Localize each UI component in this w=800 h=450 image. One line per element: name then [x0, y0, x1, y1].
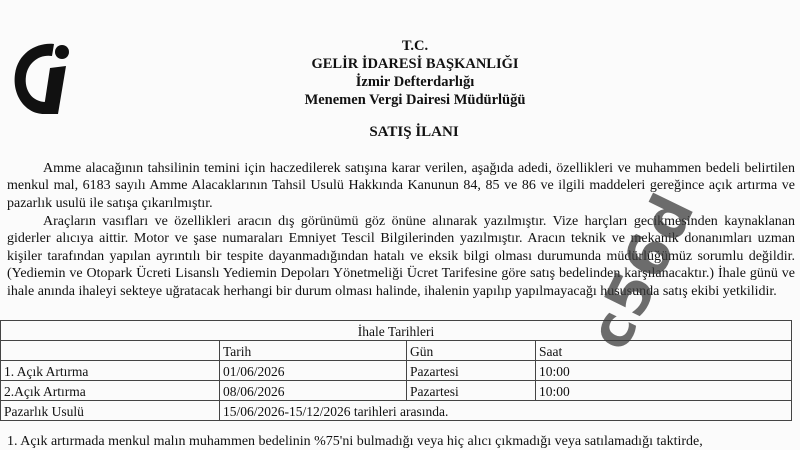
table-header-saat: Saat	[536, 341, 792, 361]
table-cell: 08/06/2026	[220, 381, 407, 401]
table-cell: Pazartesi	[407, 361, 536, 381]
table-cell: 10:00	[536, 361, 792, 381]
table-header-tarih: Tarih	[220, 341, 407, 361]
ihale-table	[0, 320, 792, 421]
header-tc: T.C.	[401, 38, 429, 54]
table-header-cell	[1, 341, 220, 361]
table-row	[1, 401, 792, 421]
table-caption: İhale Tarihleri	[1, 321, 792, 341]
table-header-gun: Gün	[407, 341, 536, 361]
table-cell: 2.Açık Artırma	[1, 381, 220, 401]
paragraph-conditions: Araçların vasıfları ve özellikleri aracın dış görünümü göz önüne alınarak yazılmıştır. Vize harçları gecikmesinden kaynaklanan giderler alıcıya aittir. Motor ve şase numaraları Emniyet Tescil Bilgilerinden yazılmıştır. Aracın teknik ve mekanik donanımları uzman kişiler tarafından yapılan ayrıntılı bir tespite dayanmadığından hatalı ve eksik bilgi olması durumunda müdürlüğümüz sorumlu değildir. (Yediemin ve Otopark Ücreti Lisanslı Yediemin Depoları Yönetmeliği Ücret Tarifesine göre satış bedelinden karşılanacaktır.) İhale günü ve ihale anında ihaleyi sekteye uğratacak herhangi bir durum olması halinde, ihalenin yapılıp yapılmayacağı hususunda satış ekibi yetkilidir.	[7, 214, 795, 299]
table-header-row	[1, 341, 792, 361]
table-cell: Pazarlık Usulü	[1, 401, 220, 421]
header-gib: GELİR İDARESİ BAŞKANLIĞI	[311, 56, 519, 72]
table-row	[1, 381, 792, 401]
page-title: SATIŞ İLANI	[369, 124, 459, 140]
table-cell: 15/06/2026-15/12/2026 tarihleri arasında.	[220, 401, 792, 421]
paragraph-intro: Amme alacağının tahsilinin temini için haczedilerek satışına karar verilen, aşağıda adedi, özellikleri ve muhammen bedeli belirtilen menkul mal, 6183 sayılı Amme Alacaklarının Tahsil Usulü Hakkında Kanunun 84, 85 ve 86 ve ilgili maddeleri gereğince açık artırma ve pazarlık usulü ile satışa çıkarılmıştır.	[7, 161, 795, 211]
table-cell: 01/06/2026	[220, 361, 407, 381]
watermark-stamp: c56d	[575, 182, 709, 360]
paragraph-rule-1: 1. Açık artırmada menkul malın muhammen bedelinin %75'ni bulmadığı veya hiç alıcı çıkmadığı veya satılamadığı taktirde,	[7, 434, 703, 449]
table-cell: 10:00	[536, 381, 792, 401]
table-caption-row	[1, 321, 792, 341]
header-vergi-dairesi: Menemen Vergi Dairesi Müdürlüğü	[304, 92, 526, 108]
table-cell: 1. Açık Artırma	[1, 361, 220, 381]
table-cell: Pazartesi	[407, 381, 536, 401]
table-row	[1, 361, 792, 381]
header-defterdarlik: İzmir Defterdarlığı	[355, 74, 475, 90]
